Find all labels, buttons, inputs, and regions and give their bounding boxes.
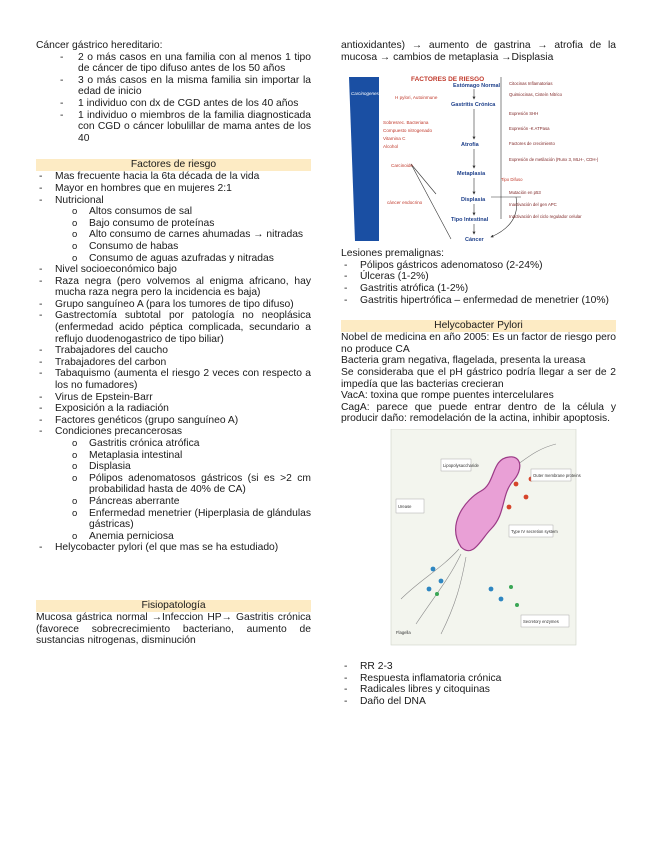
diagram-right-label: Factores de crecimiento bbox=[509, 141, 555, 147]
diagram-right-label: Expresión -K ATPasa bbox=[509, 126, 550, 132]
list-item: - Mayor en hombres que en mujeres 2:1 bbox=[36, 183, 311, 195]
diagram-right-label: Inactivación del gen APC bbox=[509, 202, 557, 208]
hp-paragraph: Nobel de medicina en año 2005: Es un factor de riesgo pero no produce CA bbox=[341, 332, 616, 355]
diagram-right-label: Quimiocinas, Cisteín Nítrico bbox=[509, 92, 563, 98]
diagram-left-label: H pylori, Autoinmune bbox=[395, 95, 438, 101]
diagram-title: FACTORES DE RIESGO bbox=[411, 76, 485, 84]
list-item: - Grupo sanguíneo A (para los tumores de tipo difuso) bbox=[36, 299, 311, 311]
risk-factors-diagram bbox=[341, 69, 616, 247]
hp-header: Helycobacter Pylori bbox=[341, 320, 616, 332]
risk-factors-last bbox=[36, 542, 311, 554]
diagram-right-label: Mutación en p53 bbox=[509, 190, 541, 196]
left-column bbox=[36, 40, 311, 647]
list-item: - Nutricional bbox=[36, 195, 311, 207]
list-item: - RR 2-3 bbox=[341, 661, 616, 673]
diagram-node-cancer: Cáncer bbox=[465, 237, 484, 244]
diagram-right-label: Inactivación del ciclo regulador celular bbox=[509, 214, 582, 220]
diagram-node-atrofia: Atrofia bbox=[461, 142, 479, 149]
diagram-right-label: Tipo Difuso bbox=[501, 177, 523, 183]
list-item: o Altos consumos de sal bbox=[36, 206, 311, 218]
list-item: - Condiciones precancerosas bbox=[36, 426, 311, 438]
list-item: - 3 o más casos en la misma familia sin importar la edad de inicio bbox=[36, 75, 311, 98]
diagram-left-label: Alcohol bbox=[383, 144, 399, 150]
bacteria-label: Type IV secretion system bbox=[511, 528, 558, 534]
list-item: o Metaplasia intestinal bbox=[36, 450, 311, 462]
diagram-node-gastritis: Gastritis Crónica bbox=[451, 102, 496, 109]
physiopathology-continuation: antioxidantes) → aumento de gastrina → atrofia de la mucosa → cambios de metaplasia →Displasia bbox=[341, 40, 616, 63]
list-item: - Daño del DNA bbox=[341, 696, 616, 708]
list-item: - Pólipos gástricos adenomatoso (2-24%) bbox=[341, 260, 616, 272]
list-item: - Helycobacter pylori (el que mas se ha estudiado) bbox=[36, 542, 311, 554]
diagram-right-label: Expresión de metilación (Runx 3, MLH-, CDH-) bbox=[509, 157, 599, 163]
list-item: o Bajo consumo de proteínas bbox=[36, 218, 311, 230]
diagram-left-label: Vitamina C bbox=[383, 136, 406, 142]
bacteria-label: Flagella bbox=[396, 629, 411, 635]
physiopathology-text: Mucosa gástrica normal →Infeccion HP→ Gastritis crónica (favorece sobrecrecimiento bacteriano, aumento de sustancias nitrogenas, disminución bbox=[36, 611, 311, 647]
list-item: - Exposición a la radiación bbox=[36, 403, 311, 415]
hp-paragraph: CagA: parece que puede entrar dentro de la célula y producir daño: remodelación de la actina, inhibir apoptosis. bbox=[341, 401, 616, 425]
list-item: - Gastritis atrófica (1-2%) bbox=[341, 283, 616, 295]
hp-paragraph: Bacteria gram negativa, flagelada, presenta la ureasa bbox=[341, 355, 586, 367]
list-item: - Virus de Epstein-Barr bbox=[36, 392, 311, 404]
bacteria-svg bbox=[341, 429, 616, 647]
list-item: - 1 individuo con dx de CGD antes de los 40 años bbox=[36, 98, 311, 110]
diagram-node-displasia: Displasia bbox=[461, 197, 486, 204]
list-item: - Gastrectomía subtotal por patología no neoplásica (enfermedad acido péptica complicada, secundario a reflujo duodenogastrico de tipo biliar) bbox=[36, 310, 311, 345]
bacteria-label: Secretory enzymes bbox=[523, 618, 559, 624]
list-item: o Páncreas aberrante bbox=[36, 496, 311, 508]
list-item: - 1 individuo o miembros de la familia diagnosticada con CGD o cáncer lobulillar de mama antes de los 40 bbox=[36, 110, 311, 145]
list-item: - Radicales libres y citoquinas bbox=[341, 684, 616, 696]
list-item: - Tabaquismo (aumenta el riesgo 2 veces con respecto a los no fumadores) bbox=[36, 368, 311, 391]
bacteria-figure bbox=[341, 429, 616, 647]
list-item: o Anemia perniciosa bbox=[36, 531, 311, 543]
bacteria-label: Urease bbox=[398, 503, 412, 509]
hereditary-title: Cáncer gástrico hereditario: bbox=[36, 40, 163, 51]
list-item: - Raza negra (pero volvemos al enigma africano, hay mucha raza negra pero la incidencia es baja) bbox=[36, 276, 311, 299]
diagram-left-label: Carcinoide bbox=[391, 163, 413, 169]
diagram-left-label: Sobresrec. Bacteriana bbox=[383, 120, 429, 126]
list-item: - Úlceras (1-2%) bbox=[341, 271, 616, 283]
risk-factors-header: Factores de riesgo bbox=[36, 159, 311, 171]
list-item: - Gastritis hipertrófica – enfermedad de menetrier (10%) bbox=[341, 295, 616, 307]
list-item: o Consumo de habas bbox=[36, 241, 311, 253]
list-item: - 2 o más casos en una familia con al menos 1 tipo de cáncer de tipo difuso antes de los 50 años bbox=[36, 52, 311, 75]
diagram-node-tipo-intestinal: Tipo Intestinal bbox=[451, 217, 489, 224]
list-item: - Factores genéticos (grupo sanguíneo A) bbox=[36, 415, 311, 427]
list-item: o Displasia bbox=[36, 461, 311, 473]
physiopathology-header: Fisiopatología bbox=[36, 600, 311, 612]
hereditary-list bbox=[36, 52, 311, 145]
diagram-node-metaplasia: Metaplasia bbox=[457, 171, 486, 178]
diagram-node-normal: Estómago Normal bbox=[453, 83, 501, 90]
lesions-list bbox=[341, 260, 616, 306]
risk-factors-list bbox=[36, 171, 311, 206]
diagram-sidebar-shape bbox=[349, 77, 379, 241]
diagram-svg bbox=[341, 69, 616, 247]
diagram-left-label: cáncer endocrino bbox=[387, 200, 423, 206]
bacteria-label: Outer membrane proteins bbox=[533, 472, 581, 478]
diagram-right-label: Expresión SHH bbox=[509, 111, 539, 117]
diagram-left-label: Compuesto nitrogenado bbox=[383, 128, 433, 134]
bacteria-label: Lipopolysaccharide bbox=[443, 462, 479, 468]
hp-paragraph: Se consideraba que el pH gástrico podría llegar a ser de 2 impedía que las bacterias crecieran bbox=[341, 366, 616, 390]
list-item: o Alto consumo de carnes ahumadas → nitradas bbox=[36, 229, 311, 241]
nutrition-sublist bbox=[36, 206, 311, 264]
list-item: o Gastritis crónica atrófica bbox=[36, 438, 311, 450]
list-item: o Enfermedad menetrier (Hiperplasia de glándulas gástricas) bbox=[36, 508, 311, 531]
list-item: o Pólipos adenomatosos gástricos (si es >2 cm probabilidad hasta de 40% de CA) bbox=[36, 473, 311, 496]
hp-paragraph: VacA: toxina que rompe puentes intercelulares bbox=[341, 390, 554, 402]
list-item: - Nivel socioeconómico bajo bbox=[36, 264, 311, 276]
list-item: - Respuesta inflamatoria crónica bbox=[341, 673, 616, 685]
diagram-sidebar-text: Carcinogenesis Factors bbox=[351, 91, 399, 97]
list-item: - Mas frecuente hacia la 6ta década de la vida bbox=[36, 171, 311, 183]
lesions-title: Lesiones premalignas: bbox=[341, 248, 445, 260]
risk-factors-list-2 bbox=[36, 264, 311, 438]
hp-effects-list bbox=[341, 661, 616, 707]
list-item: o Consumo de aguas azufradas y nitradas bbox=[36, 253, 311, 265]
list-item: - Trabajadores del caucho bbox=[36, 345, 311, 357]
right-column bbox=[341, 40, 616, 707]
precancerous-sublist bbox=[36, 438, 311, 542]
list-item: - Trabajadores del carbon bbox=[36, 357, 311, 369]
diagram-right-label: Citocinas Inflamatorias bbox=[509, 81, 553, 87]
